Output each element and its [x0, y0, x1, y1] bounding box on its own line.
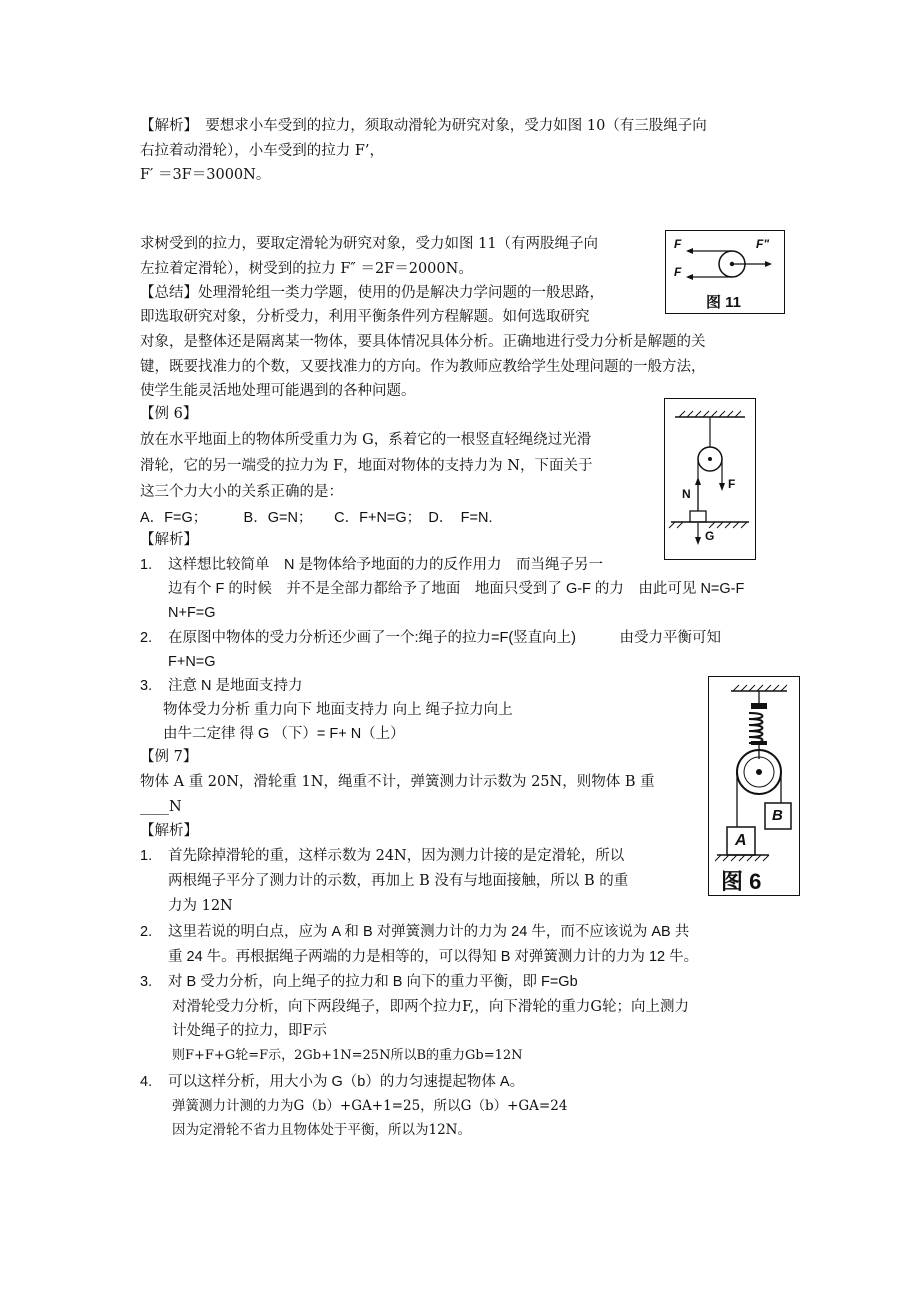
e6-item-3-line-2: 物体受力分析 重力向下 地面支持力 向上 绳子拉力向上: [163, 702, 513, 718]
e6-item-2-line-2: F+N=G: [168, 654, 216, 670]
e6-item-1-number: 1.: [140, 557, 153, 573]
example-6-analysis-title: 【解析】: [140, 532, 198, 548]
e6-item-3-line-1: 注意 N 是地面支持力: [168, 678, 303, 694]
fig11-label-f-double-prime: F": [756, 237, 770, 251]
e7-item-1-number: 1.: [140, 848, 153, 864]
e7-item-4-line-3: 因为定滑轮不省力且物体处于平衡，所以为12N。: [172, 1122, 471, 1138]
fig6a-label-n: N: [682, 487, 691, 501]
e6-item-3-number: 3.: [140, 678, 153, 694]
fig6a-label-f: F: [728, 477, 736, 491]
e7-item-4-line-1: 可以这样分析，用大小为 G（b）的力匀速提起物体 A。: [168, 1074, 525, 1090]
e7-item-4-line-2: 弹簧测力计测的力为G（b）+GA+1=25，所以G（b）+GA=24: [172, 1098, 568, 1114]
e7-item-1-line-3: 力为 12N: [168, 898, 233, 914]
fig6b-label-b: B: [772, 807, 783, 824]
e7-item-2-line-1: 这里若说的明白点，应为 A 和 B 对弹簧测力计的力为 24 牛，而不应该说为 AB 共: [168, 924, 690, 940]
e6-item-1-line-1: 这样想比较简单 N 是物体给予地面的力的反作用力 而当绳子另一: [168, 557, 603, 573]
fig6b-label-a: A: [735, 832, 747, 849]
e7-item-1-line-2: 两根绳子平分了测力计的示数，再加上 B 没有与地面接触，所以 B 的重: [168, 873, 629, 889]
e7-item-3-line-2: 对滑轮受力分析，向下两段绳子，即两个拉力F,，向下滑轮的重力G轮；向上测力: [172, 999, 689, 1015]
example-6-question-2: 滑轮，它的另一端受的拉力为 F，地面对物体的支持力为 N，下面关于: [140, 458, 593, 474]
tree-line-1: 求树受到的拉力，要取定滑轮为研究对象，受力如图 11（有两股绳子向: [140, 236, 599, 252]
summary-line-3: 对象，是整体还是隔离某一物体，要具体情况具体分析。正确地进行受力分析是解题的关: [140, 334, 706, 350]
analysis-line-3: F′ ＝3F＝3000N。: [140, 167, 271, 183]
e7-item-1-line-1: 首先除掉滑轮的重，这样示数为 24N，因为测力计接的是定滑轮，所以: [168, 848, 625, 864]
e6-item-3-line-3: 由牛二定律 得 G （下）= F+ N（上）: [163, 726, 405, 742]
e7-item-3-line-4: 则F+F+G轮=F示，2Gb+1N=25N所以B的重力Gb=12N: [172, 1048, 523, 1063]
example-7-title: 【例 7】: [140, 749, 198, 765]
example-7-question-1: 物体 A 重 20N，滑轮重 1N，绳重不计，弹簧测力计示数为 25N，则物体 B 重: [140, 774, 655, 790]
fig6a-label-g: G: [705, 529, 715, 543]
e6-item-1-line-3: N+F=G: [168, 605, 216, 621]
e7-item-3-line-3: 计处绳子的拉力，即F示: [172, 1023, 328, 1039]
example-6-question-3: 这三个力大小的关系正确的是：: [140, 484, 343, 500]
e6-item-1-line-2: 边有个 F 的时候 并不是全部力都给予了地面 地面只受到了 G-F 的力 由此可见 N=G-F: [168, 581, 745, 597]
figure-11-caption: 图 11: [706, 294, 742, 311]
example-7-question-2: ____N: [140, 799, 182, 815]
figure-11: [665, 230, 785, 314]
figure-6-diagram: [709, 677, 799, 895]
example-6-title: 【例 6】: [140, 406, 198, 422]
fig11-label-f-bottom: F: [674, 265, 682, 279]
summary-line-1: 【总结】处理滑轮组一类力学题，使用的仍是解决力学问题的一般思路，: [140, 285, 604, 301]
e7-item-2-line-2: 重 24 牛。再根据绳子两端的力是相等的，可以得知 B 对弹簧测力计的力为 12 牛。: [168, 949, 699, 965]
example-6-options: A．F=G； B．G=N； C．F+N=G； D． F=N.: [140, 510, 493, 526]
figure-example-6: [664, 398, 756, 560]
analysis-line-2: 右拉着动滑轮），小车受到的拉力 F’，: [140, 143, 385, 159]
e6-item-2-number: 2.: [140, 630, 153, 646]
e6-item-2-line-1: 在原图中物体的受力分析还少画了一个:绳子的拉力=F(竖直向上) 由受力平衡可知: [168, 630, 722, 646]
e7-item-3-line-1: 对 B 受力分析，向上绳子的拉力和 B 向下的重力平衡，即 F=Gb: [168, 974, 578, 990]
summary-line-2: 即选取研究对象，分析受力，利用平衡条件列方程解题。如何选取研究: [140, 309, 590, 325]
summary-line-5: 使学生能灵活地处理可能遇到的各种问题。: [140, 383, 416, 399]
example-7-analysis-title: 【解析】: [140, 823, 198, 839]
analysis-line-1: 【解析】 要想求小车受到的拉力，须取动滑轮为研究对象，受力如图 10（有三股绳子向: [140, 118, 707, 134]
e7-item-3-number: 3.: [140, 974, 153, 990]
figure-6-caption: 图 6: [721, 869, 762, 894]
e7-item-2-number: 2.: [140, 924, 153, 940]
figure-6: [708, 676, 800, 896]
summary-line-4: 键，既要找准力的个数，又要找准力的方向。作为教师应教给学生处理问题的一般方法，: [140, 359, 706, 375]
e7-item-4-number: 4.: [140, 1074, 153, 1090]
fig11-label-f-top: F: [674, 237, 682, 251]
example-6-question-1: 放在水平地面上的物体所受重力为 G，系着它的一根竖直轻绳绕过光滑: [140, 432, 592, 448]
tree-line-2: 左拉着定滑轮），树受到的拉力 F″ ＝2F＝2000N。: [140, 261, 473, 277]
